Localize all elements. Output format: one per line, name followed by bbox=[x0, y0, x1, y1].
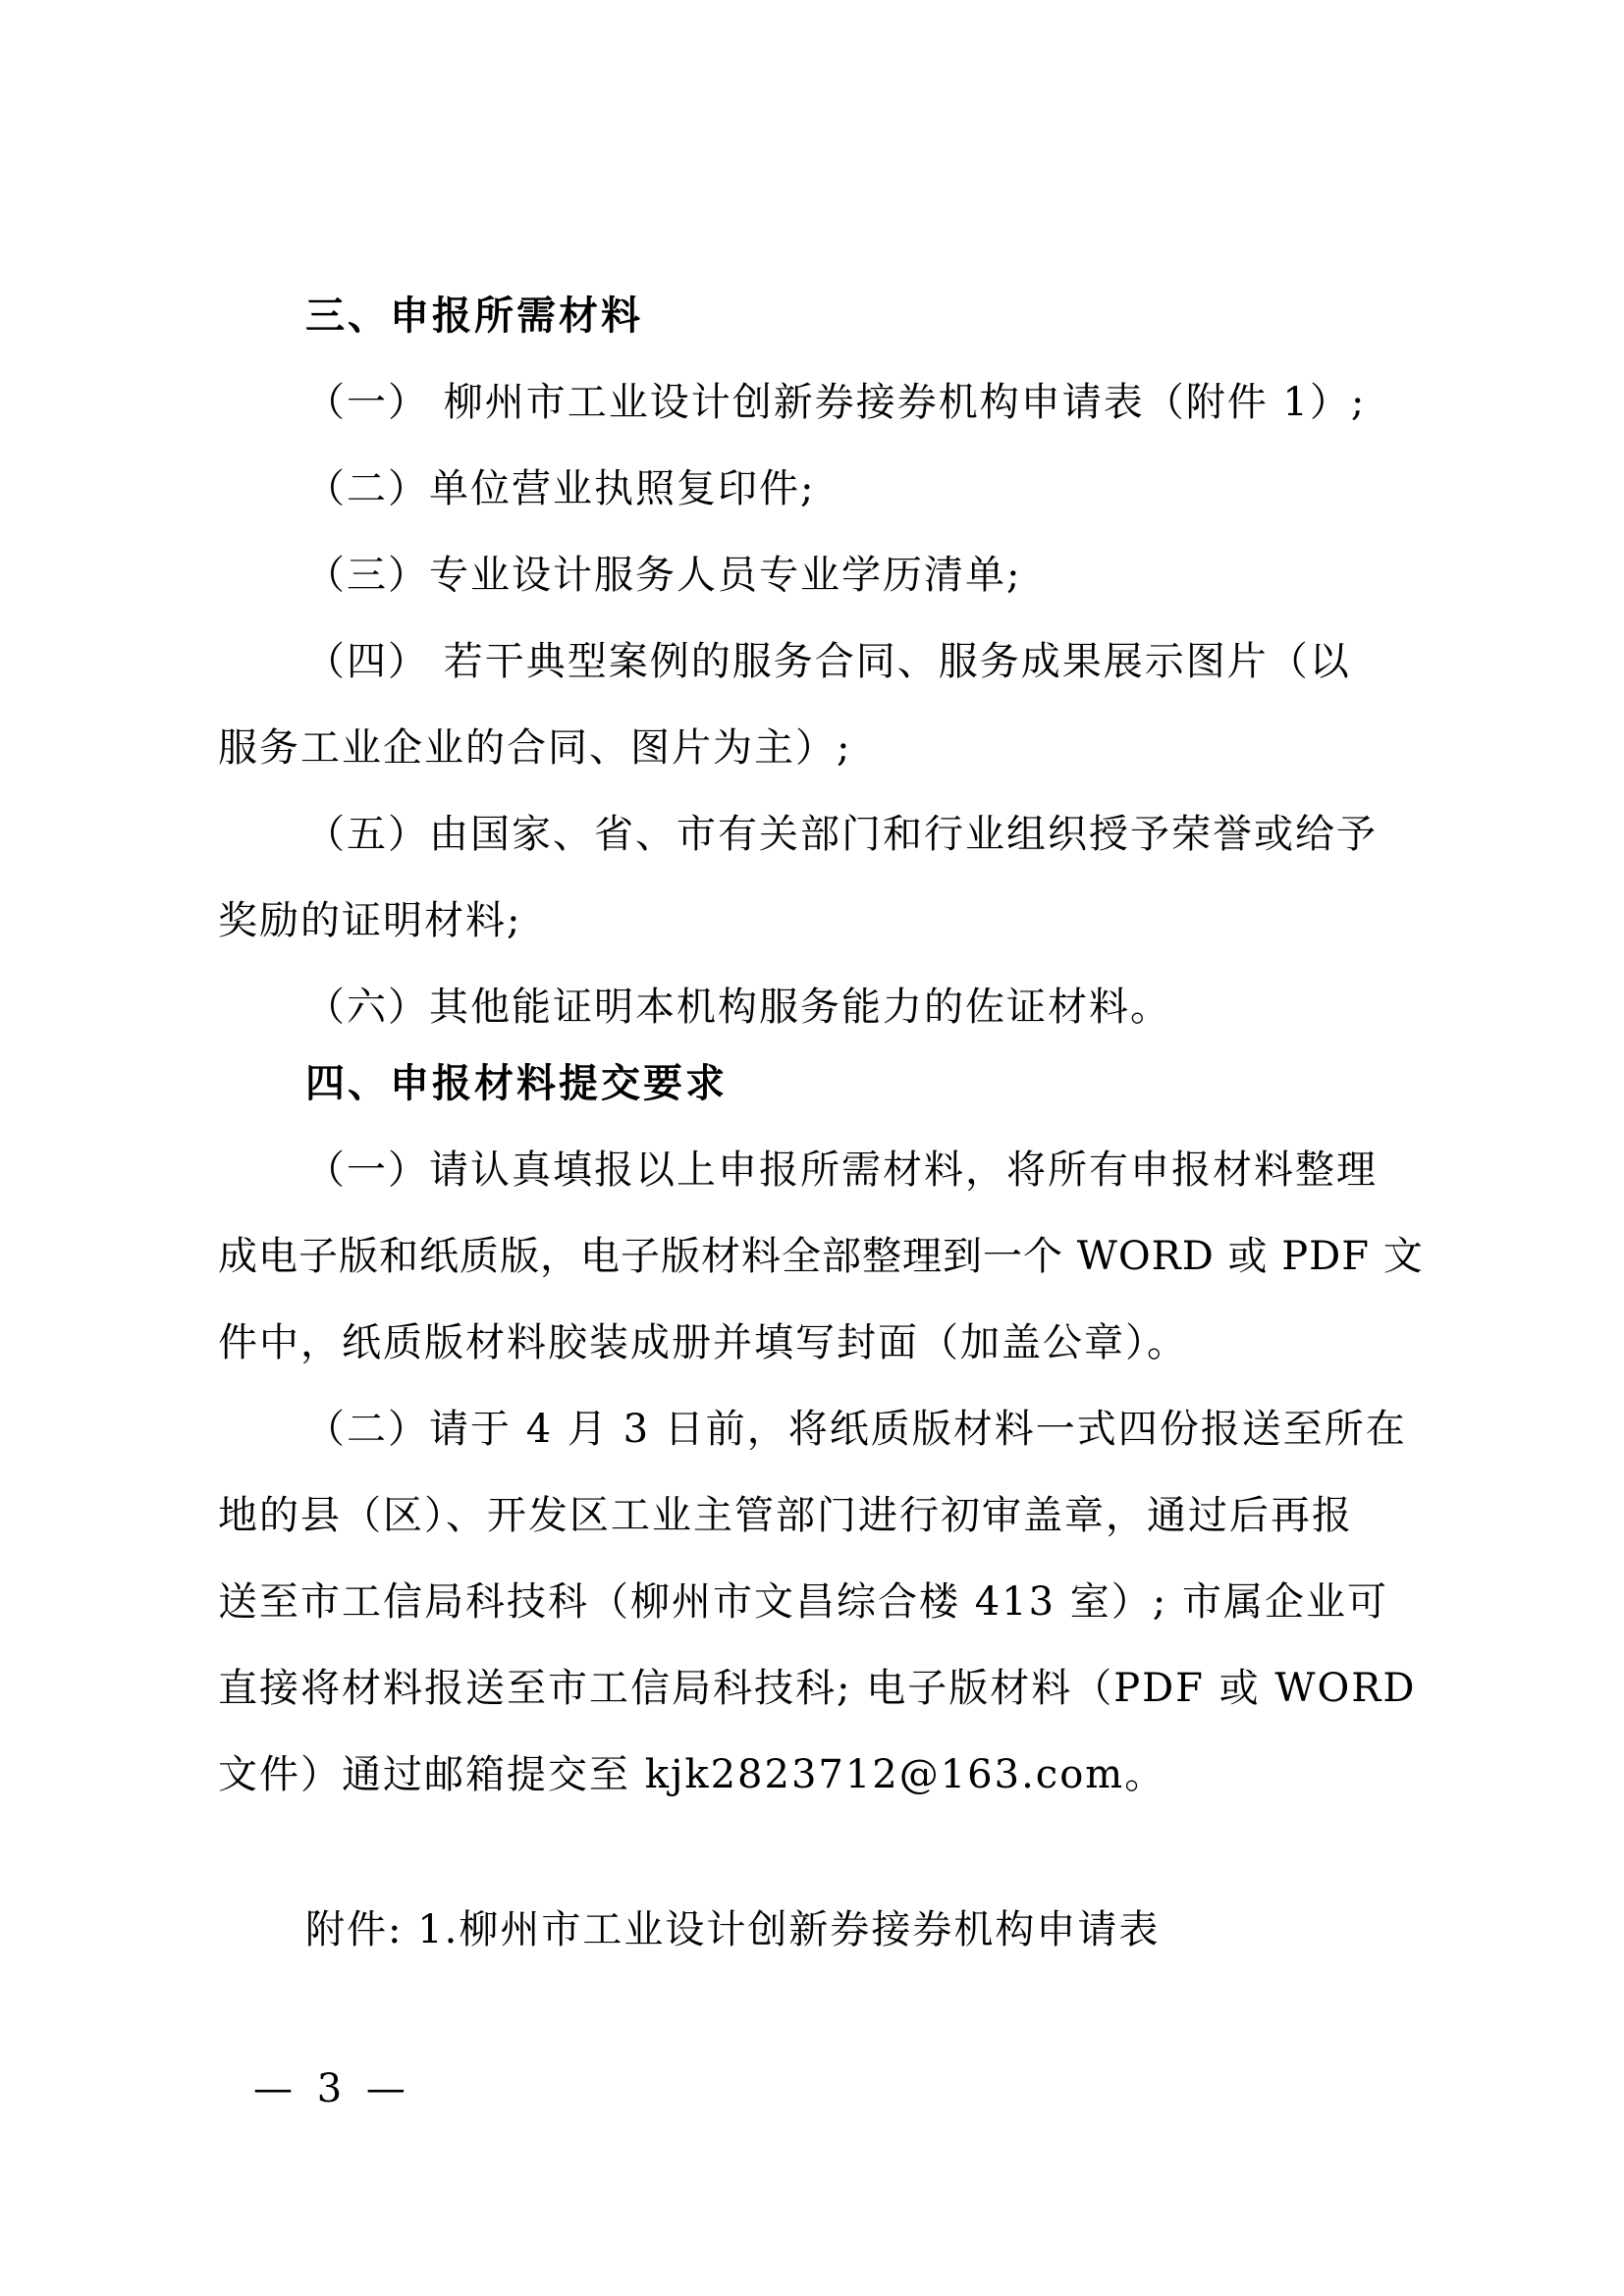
section-4-req-2-line-3: 送至市工信局科技科（柳州市文昌综合楼 413 室）; 市属企业可 bbox=[218, 1579, 1388, 1625]
section-4-req-1-line-3: 件中，纸质版材料胶装成册并填写封面（加盖公章）。 bbox=[218, 1320, 1188, 1365]
page-number: — 3 — bbox=[253, 2066, 411, 2111]
section-3-item-1: （一） 柳州市工业设计创新券接券机构申请表（附件 1）; bbox=[305, 380, 1367, 425]
section-4-req-2-line-2: 地的县（区）、开发区工业主管部门进行初审盖章，通过后再报 bbox=[218, 1493, 1353, 1538]
section-3-item-5-line-1: （五）由国家、省、市有关部门和行业组织授予荣誉或给予 bbox=[305, 812, 1378, 857]
section-3-item-2: （二）单位营业执照复印件; bbox=[305, 466, 816, 511]
section-4-req-2-line-5: 文件）通过邮箱提交至 kjk2823712@163.com。 bbox=[218, 1752, 1166, 1797]
section-4-req-2-line-1: （二）请于 4 月 3 日前，将纸质版材料一式四份报送至所在 bbox=[305, 1407, 1407, 1452]
attachment-line: 附件: 1.柳州市工业设计创新券接券机构申请表 bbox=[305, 1907, 1161, 1952]
section-4-req-1-line-1: （一）请认真填报以上申报所需材料，将所有申报材料整理 bbox=[305, 1148, 1378, 1193]
section-3-item-5-line-2: 奖励的证明材料; bbox=[218, 898, 522, 943]
section-3-item-4-line-2: 服务工业企业的合同、图片为主）; bbox=[218, 725, 852, 771]
section-4-req-1-line-2: 成电子版和纸质版，电子版材料全部整理到一个 WORD 或 PDF 文 bbox=[218, 1234, 1424, 1279]
section-3-heading: 三、申报所需材料 bbox=[305, 294, 643, 339]
section-4-req-2-line-4: 直接将材料报送至市工信局科技科; 电子版材料（PDF 或 WORD bbox=[218, 1666, 1417, 1711]
section-3-item-3: （三）专业设计服务人员专业学历清单; bbox=[305, 553, 1022, 598]
section-3-item-6: （六）其他能证明本机构服务能力的佐证材料。 bbox=[305, 985, 1171, 1030]
section-3-item-4-line-1: （四） 若干典型案例的服务合同、服务成果展示图片（以 bbox=[305, 639, 1351, 684]
section-4-heading: 四、申报材料提交要求 bbox=[305, 1061, 728, 1106]
